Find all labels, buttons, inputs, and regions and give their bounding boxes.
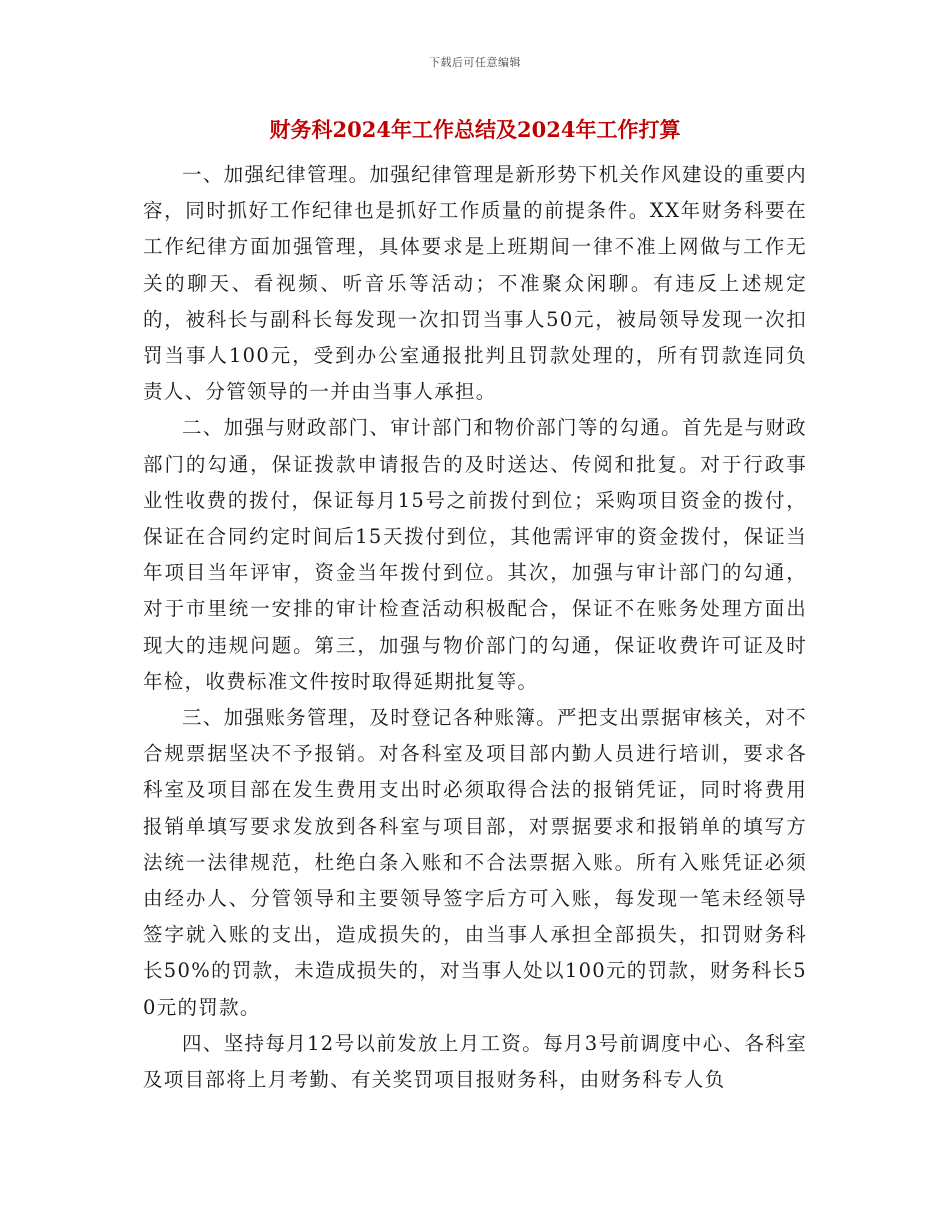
header-note: 下载后可任意编辑 <box>429 56 521 69</box>
paragraph-2: 二、加强与财政部门、审计部门和物价部门等的勾通。首先是与财政部门的勾通，保证拨款申请报告的及时送达、传阅和批复。对于行政事业性收费的拨付，保证每月15号之前拨付到位；采购项目资金的拨付，保证在合同约定时间后15天拨付到位，其他需评审的资金拨付，保证当年项目当年评审，资金当年拨付到位。其次，加强与审计部门的勾通，对于市里统一安排的审计检查活动积极配合，保证不在账务处理方面出现大的违规问题。第三，加强与物价部门的勾通，保证收费许可证及时年检，收费标准文件按时取得延期批复等。 <box>143 416 807 693</box>
paragraph-4: 四、坚持每月12号以前发放上月工资。每月3号前调度中心、各科室及项目部将上月考勤、有关奖罚项目报财务科，由财务科专人负 <box>143 1031 807 1092</box>
document-title: 财务科2024年工作总结及2024年工作打算 <box>269 117 681 142</box>
paragraph-3: 三、加强账务管理，及时登记各种账簿。严把支出票据审核关，对不合规票据坚决不予报销。对各科室及项目部内勤人员进行培训，要求各科室及项目部在发生费用支出时必须取得合法的报销凭证，同时将费用报销单填写要求发放到各科室与项目部，对票据要求和报销单的填写方法统一法律规范，杜绝白条入账和不合法票据入账。所有入账凭证必须由经办人、分管领导和主要领导签字后方可入账，每发现一笔未经领导签字就入账的支出，造成损失的，由当事人承担全部损失，扣罚财务科长50%的罚款，未造成损失的，对当事人处以100元的罚款，财务科长50元的罚款。 <box>143 706 807 1019</box>
paragraph-1: 一、加强纪律管理。加强纪律管理是新形势下机关作风建设的重要内容，同时抓好工作纪律也是抓好工作质量的前提条件。XX年财务科要在工作纪律方面加强管理，具体要求是上班期间一律不准上网做与工作无关的聊天、看视频、听音乐等活动；不准聚众闲聊。有违反上述规定的，被科长与副科长每发现一次扣罚当事人50元，被局领导发现一次扣罚当事人100元，受到办公室通报批判且罚款处理的，所有罚款连同负责人、分管领导的一并由当事人承担。 <box>143 163 807 404</box>
document-body <box>143 157 807 1098</box>
